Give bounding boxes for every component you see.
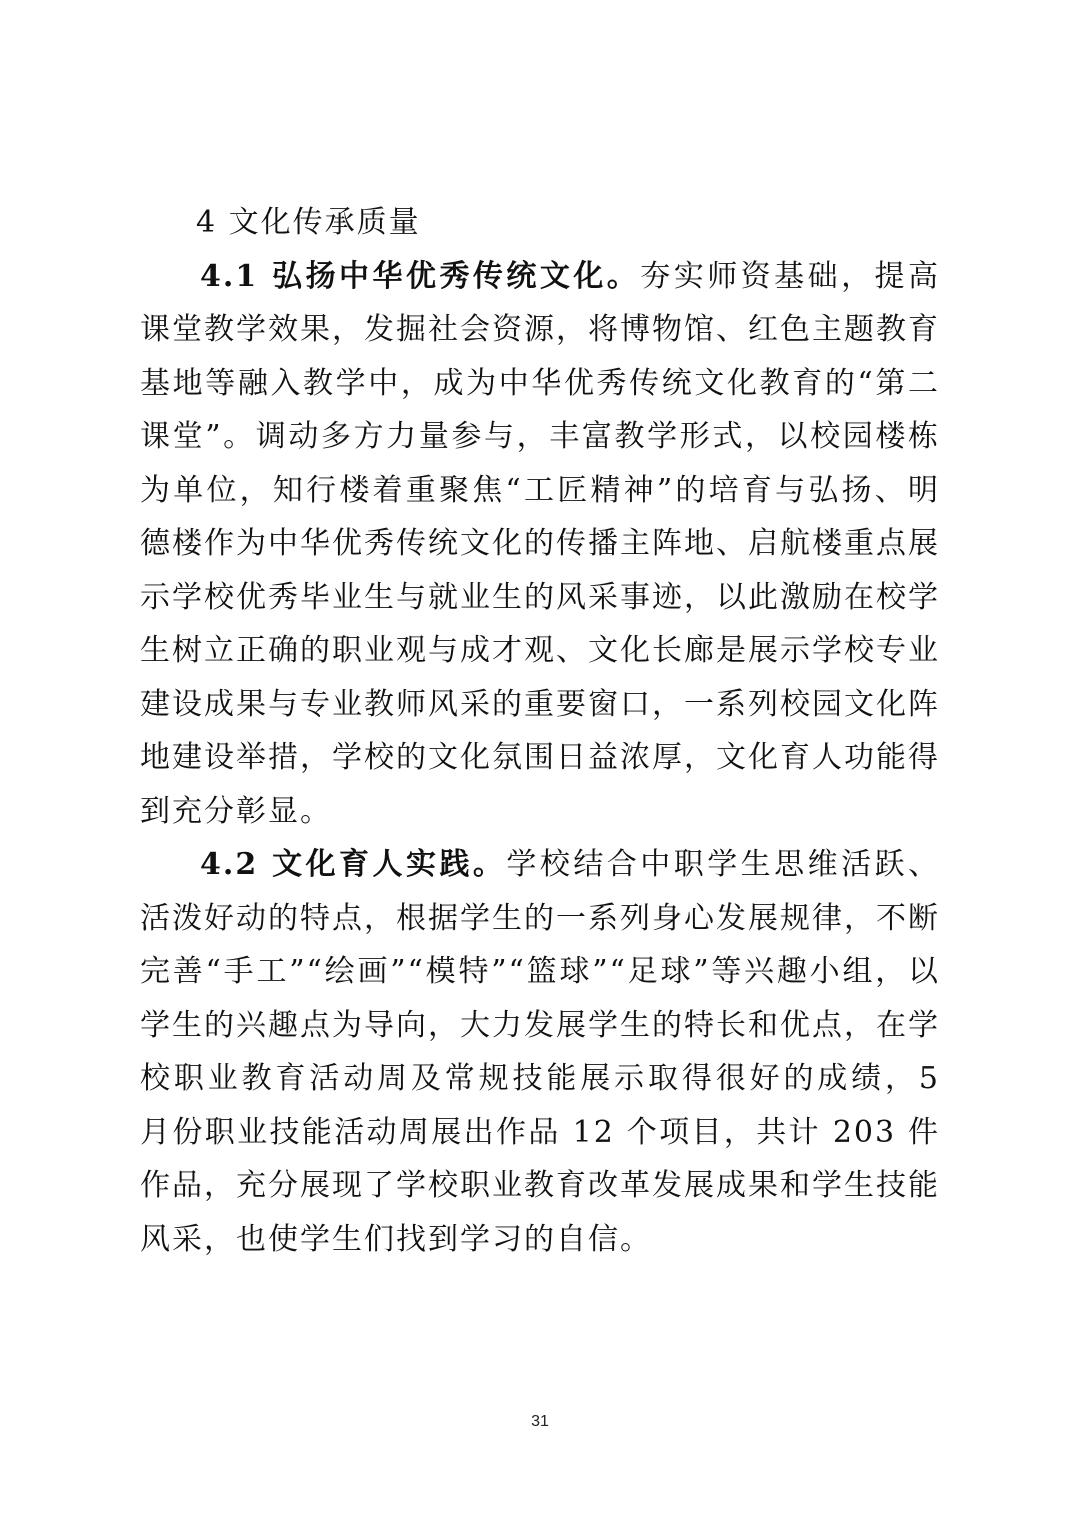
document-body — [140, 196, 940, 1266]
subsection-title-4-2: 4.2 文化育人实践。 — [200, 847, 507, 882]
subsection-title-4-1: 4.1 弘扬中华优秀传统文化。 — [200, 258, 641, 294]
paragraph-text-4-1: 夯实师资基础，提高课堂教学效果，发掘社会资源，将博物馆、红色主题教育基地等融入教学中，成为中华优秀传统文化教育的“第二课堂”。调动多方力量参与，丰富教学形式，以校园楼栋为单位，知行楼着重聚焦“工匠精神”的培育与弘扬、明德楼作为中华优秀传统文化的传播主阵地、启航楼重点展示学校优秀毕业生与就业生的风采事迹，以此激励在校学生树立正确的职业观与成才观、文化长廊是展示学校专业建设成果与专业教师风采的重要窗口，一系列校园文化阵地建设举措，学校的文化氛围日益浓厚，文化育人功能得到充分彰显。 — [140, 258, 941, 829]
page-number: 31 — [531, 1413, 549, 1430]
paragraph-4-1 — [140, 250, 940, 839]
paragraph-text-4-2: 学校结合中职学生思维活跃、活泼好动的特点，根据学生的一系列身心发展规律，不断完善“手工”“绘画”“模特”“篮球”“足球”等兴趣小组，以学生的兴趣点为导向，大力发展学生的特长和优点，在学校职业教育活动周及常规技能展示取得很好的成绩，5 月份职业技能活动周展出作品 12 个项目，共计 203 件作品，充分展现了学校职业教育改革发展成果和学生技能风采，也使学生们找到学习的自信。 — [140, 847, 941, 1257]
paragraph-4-2 — [140, 838, 940, 1266]
section-heading: 4 文化传承质量 — [196, 205, 421, 240]
